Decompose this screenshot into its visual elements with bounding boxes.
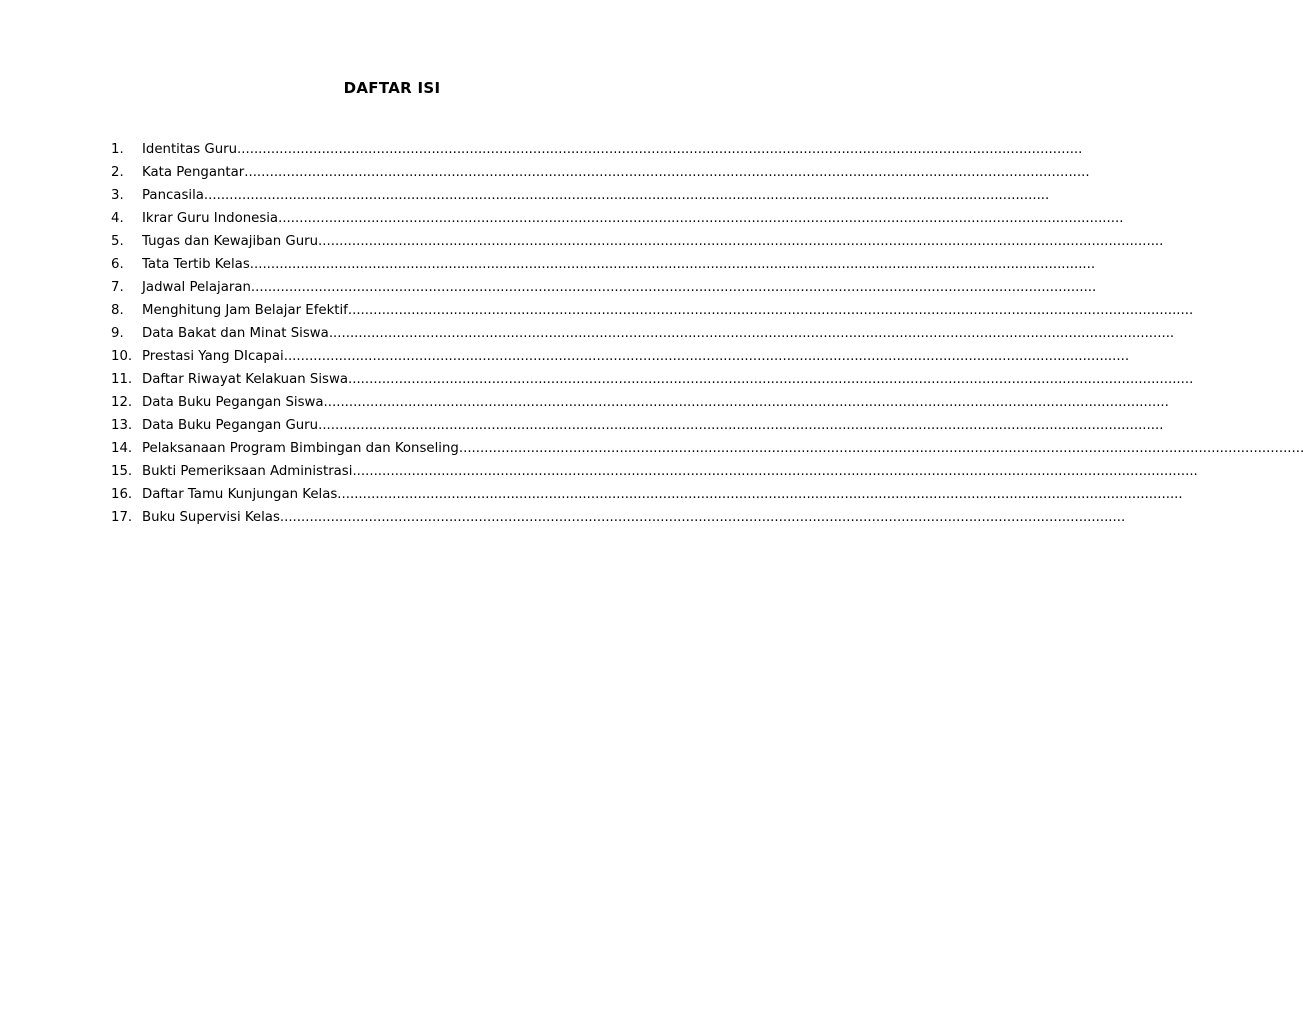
- toc-dot-leader: ........................................................................................................................................................................................................: [323, 395, 1169, 410]
- toc-dot-leader: ........................................................................................................................................................................................................: [318, 418, 1164, 433]
- toc-item-label: Identitas Guru: [142, 142, 238, 157]
- toc-item-label: Prestasi Yang DIcapai: [142, 349, 284, 364]
- toc-item-number: 5.: [111, 234, 124, 249]
- toc-item-number: 3.: [111, 188, 124, 203]
- toc-item: [111, 485, 1183, 508]
- toc-dot-leader: ........................................................................................................................................................................................................: [203, 188, 1050, 203]
- toc-item: [111, 393, 1169, 416]
- toc-item-number: 14.: [111, 441, 133, 456]
- toc-item-number: 16.: [111, 487, 133, 502]
- toc-item-label: Buku Supervisi Kelas: [142, 510, 280, 525]
- toc-item-label: Data Buku Pegangan Guru: [142, 418, 319, 433]
- toc-item-number: 13.: [111, 418, 133, 433]
- toc-item-label: Daftar Tamu Kunjungan Kelas: [142, 487, 338, 502]
- toc-item-label: Pelaksanaan Program Bimbingan dan Konseling: [142, 441, 459, 456]
- toc-dot-leader: ........................................................................................................................................................................................................: [237, 142, 1083, 157]
- toc-item: [111, 232, 1164, 255]
- toc-item: [111, 508, 1126, 531]
- toc-item: [111, 370, 1194, 393]
- toc-item-number: 6.: [111, 257, 124, 272]
- toc-item-label: Ikrar Guru Indonesia: [142, 211, 279, 226]
- toc-item-label: Tata Tertib Kelas: [142, 257, 250, 272]
- toc-item: [111, 278, 1097, 301]
- toc-dot-leader: ........................................................................................................................................................................................................: [318, 234, 1164, 249]
- toc-item-number: 4.: [111, 211, 124, 226]
- toc-item: [111, 301, 1194, 324]
- toc-item-number: 7.: [111, 280, 124, 295]
- toc-item-number: 9.: [111, 326, 124, 341]
- toc-dot-leader: ........................................................................................................................................................................................................: [352, 464, 1198, 479]
- toc-item: [111, 416, 1164, 439]
- toc-item-label: Data Bakat dan Minat Siswa: [142, 326, 329, 341]
- table-of-contents: [111, 140, 1304, 531]
- toc-item-label: Bukti Pemeriksaan Administrasi: [142, 464, 353, 479]
- page-title: DAFTAR ISI: [343, 79, 441, 97]
- toc-dot-leader: ........................................................................................................................................................................................................: [283, 349, 1130, 364]
- toc-dot-leader: ........................................................................................................................................................................................................: [279, 510, 1126, 525]
- toc-dot-leader: ........................................................................................................................................................................................................: [347, 303, 1194, 318]
- toc-dot-leader: ........................................................................................................................................................................................................: [328, 326, 1175, 341]
- toc-dot-leader: ........................................................................................................................................................................................................: [337, 487, 1183, 502]
- toc-item: [111, 186, 1050, 209]
- toc-dot-leader: ........................................................................................................................................................................................................: [278, 211, 1124, 226]
- toc-item-label: Kata Pengantar: [142, 165, 245, 180]
- toc-item-label: Data Buku Pegangan Siswa: [142, 395, 324, 410]
- toc-dot-leader: ........................................................................................................................................................................................................: [458, 441, 1304, 456]
- toc-dot-leader: ........................................................................................................................................................................................................: [348, 372, 1194, 387]
- toc-item: [111, 140, 1083, 163]
- toc-item: [111, 347, 1130, 370]
- toc-item-number: 15.: [111, 464, 133, 479]
- toc-dot-leader: ........................................................................................................................................................................................................: [244, 165, 1090, 180]
- toc-item-number: 8.: [111, 303, 124, 318]
- toc-item: [111, 209, 1124, 232]
- toc-item-label: Jadwal Pelajaran: [142, 280, 251, 295]
- toc-item-label: Menghitung Jam Belajar Efektif: [142, 303, 348, 318]
- toc-item: [111, 439, 1304, 462]
- toc-item: [111, 324, 1175, 347]
- toc-item-number: 10.: [111, 349, 133, 364]
- toc-item-number: 2.: [111, 165, 124, 180]
- toc-item-number: 11.: [111, 372, 133, 387]
- toc-item: [111, 255, 1096, 278]
- toc-item: [111, 163, 1090, 186]
- toc-item: [111, 462, 1198, 485]
- toc-item-number: 12.: [111, 395, 133, 410]
- toc-item-label: Daftar Riwayat Kelakuan Siswa: [142, 372, 348, 387]
- toc-item-number: 17.: [111, 510, 133, 525]
- toc-item-label: Tugas dan Kewajiban Guru: [142, 234, 319, 249]
- toc-dot-leader: ........................................................................................................................................................................................................: [250, 280, 1097, 295]
- toc-item-number: 1.: [111, 142, 124, 157]
- toc-dot-leader: ........................................................................................................................................................................................................: [249, 257, 1096, 272]
- toc-item-label: Pancasila: [142, 188, 204, 203]
